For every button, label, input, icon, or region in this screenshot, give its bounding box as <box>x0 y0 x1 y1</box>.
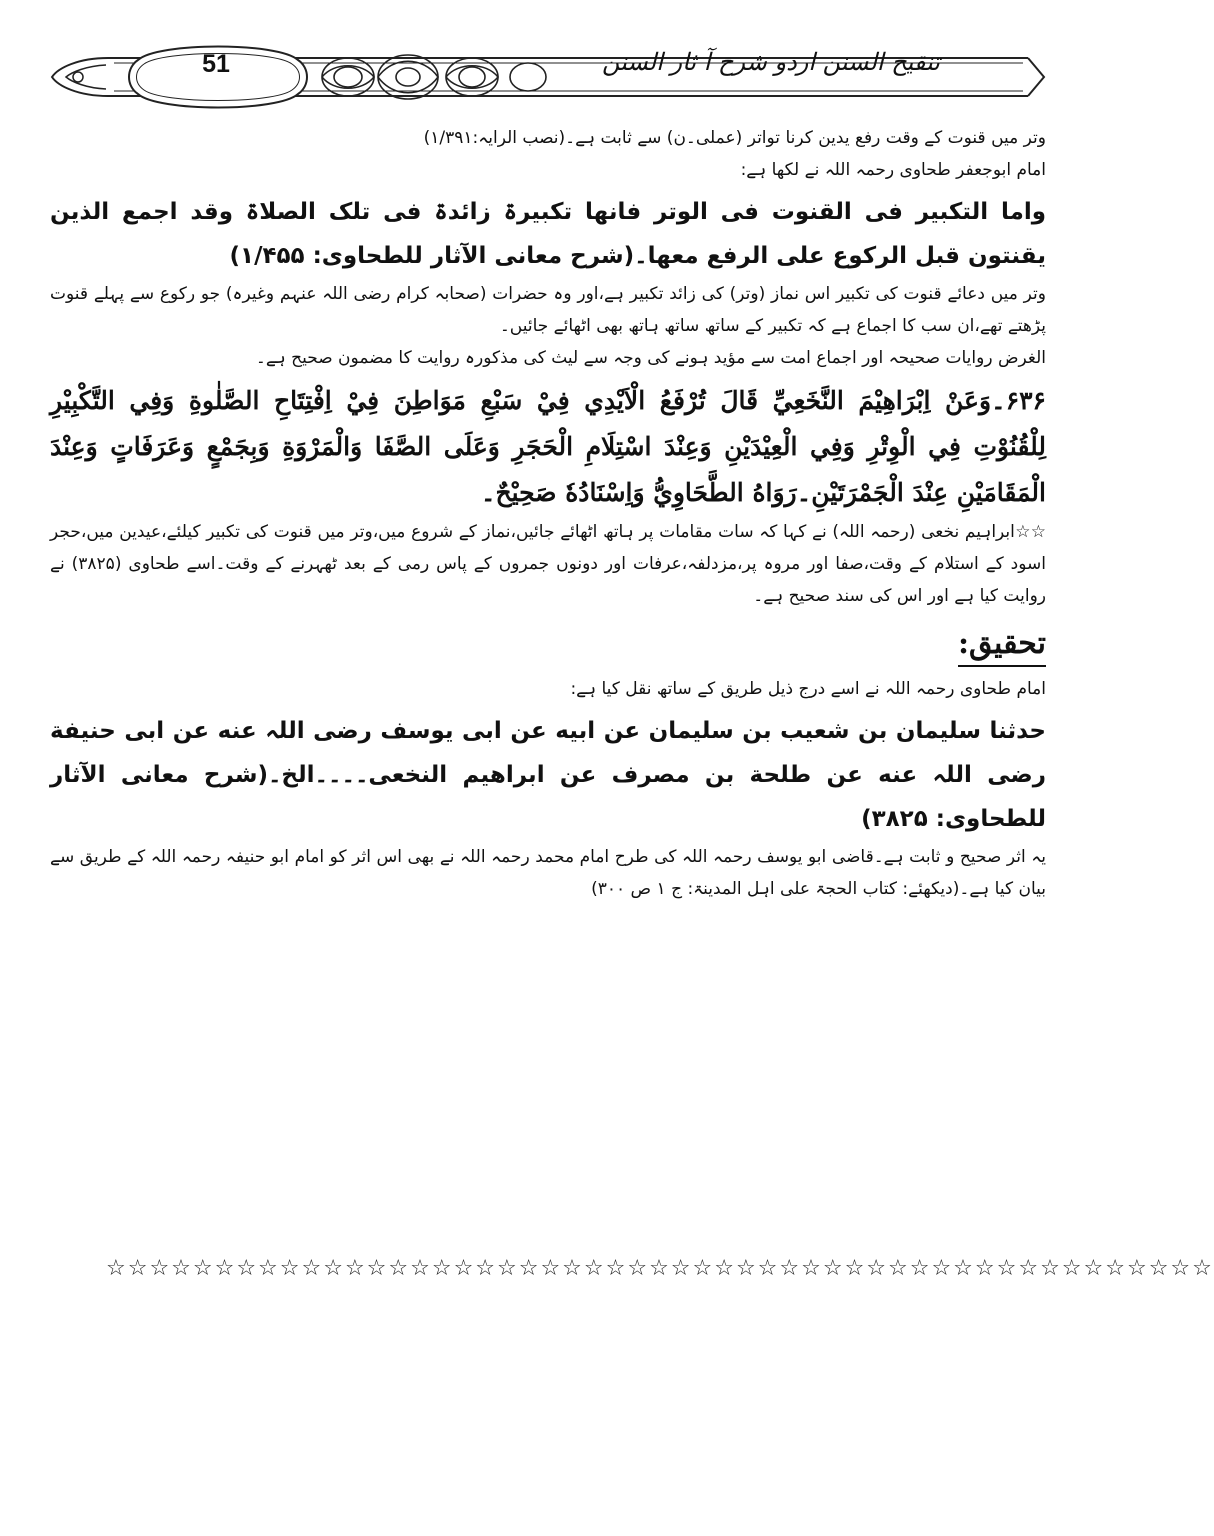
paragraph-chain-intro: امام طحاوی رحمہ اللہ نے اسے درج ذیل طریق کے ساتھ نقل کیا ہے: <box>570 679 1046 699</box>
page-header <box>48 38 1050 108</box>
section-heading-wrap <box>50 626 1046 667</box>
arabic-isnad-chain: حدثنا سلیمان بن شعیب بن سلیمان عن ابیه عن ابی یوسف رضی اللہ عنه عن ابی حنیفة رضی اللہ عنه عن طلحة بن مصرف عن ابراهیم النخعی۔۔۔۔الخ۔(شرح معانی الآثار للطحاوی: ۳۸۲۵) <box>50 718 1046 832</box>
hadith-text: ۶۳۶۔وَعَنْ اِبْرَاهِيْمَ النَّخَعِيِّ قَالَ تُرْفَعُ الْاَيْدِي فِيْ سَبْعِ مَوَاطِنَ فِيْ اِفْتِتَاحِ الصَّلٰوةِ وَفِي التَّكْبِيْرِ لِلْقُنُوْتِ فِي الْوِتْرِ وَفِي الْعِيْدَيْنِ وَعِنْدَ اسْتِلَامِ الْحَجَرِ وَعَلَى الصَّفَا وَالْمَرْوَةِ وَبِجَمْعٍ وَعَرَفَاتٍ وَعِنْدَ الْمَقَامَيْنِ عِنْدَ الْجَمْرَتَيْنِ۔رَوَاهُ الطَّحَاوِيُّ وَاِسْنَادُهٗ صَحِيْحٌ۔ <box>50 386 1046 507</box>
paragraph-qunoot-raf-yadain: وتر میں قنوت کے وقت رفع یدین کرنا تواتر (عملی۔ن) سے ثابت ہے۔(نصب الرایہ:۱/۳۹۱) <box>423 128 1046 148</box>
paragraph-tahawi-intro: امام ابوجعفر طحاوی رحمہ اللہ نے لکھا ہے: <box>740 160 1046 180</box>
page-content <box>50 122 1046 905</box>
paragraph-conclusion: الغرض روایات صحیحہ اور اجماع امت سے مؤید ہونے کی وجہ سے لیث کی مذکورہ روایت کا مضمون صحیح ہے۔ <box>255 348 1046 368</box>
star-separator: ☆☆☆☆☆☆☆☆☆☆☆☆☆☆☆☆☆☆☆☆☆☆☆☆☆☆☆☆☆☆☆☆☆☆☆☆☆☆☆☆☆☆☆☆☆☆☆☆☆☆☆ <box>106 1256 1214 1281</box>
paragraph-translation: وتر میں دعائے قنوت کی تکبیر اس نماز (وتر) کی زائد تکبیر ہے،اور وہ حضرات (صحابہ کرام رضی اللہ عنہم وغیرہ) جو رکوع سے پہلے قنوت پڑھتے تھے،ان سب کا اجماع ہے کہ تکبیر کے ساتھ ساتھ ہاتھ بھی اٹھائے جائیں۔ <box>50 284 1046 336</box>
page-number: 51 <box>202 50 230 78</box>
paragraph-hadith-translation: ☆☆ابراہیم نخعی (رحمہ اللہ) نے کہا کہ سات مقامات پر ہاتھ اٹھائے جائیں،نماز کے شروع میں،وتر میں قنوت کی تکبیر کیلئے،عیدین میں،حجر اسود کے استلام کے وقت،صفا اور مروہ پر،مزدلفہ،عرفات اور دونوں جمروں کے پاس رمی کے بعد ٹھہرنے کے وقت۔اسے طحاوی (۳۸۲۵) نے روایت کیا ہے اور اس کی سند صحیح ہے۔ <box>50 522 1046 606</box>
section-heading-tahqeeq: تحقیق: <box>958 626 1046 667</box>
paragraph-athar-sahih: یہ اثر صحیح و ثابت ہے۔قاضی ابو یوسف رحمہ اللہ کی طرح امام محمد رحمہ اللہ نے بھی اس اثر کو امام ابو حنیفہ رحمہ اللہ کے طریق سے بیان کیا ہے۔(دیکھئے: کتاب الحجۃ علی اہل المدینۃ: ج ۱ ص ۳۰۰) <box>50 847 1046 899</box>
arabic-quote-tahawi: واما التکبیر فی القنوت فی الوتر فانھا تکبیرۃ زائدۃ فی تلک الصلاۃ وقد اجمع الذین یقنتون قبل الرکوع علی الرفع معھا۔(شرح معانی الآثار للطحاوی: ۱/۴۵۵) <box>50 199 1046 269</box>
running-title: تنقیح السنن اردو شرح آ ثار السنن <box>601 48 940 76</box>
